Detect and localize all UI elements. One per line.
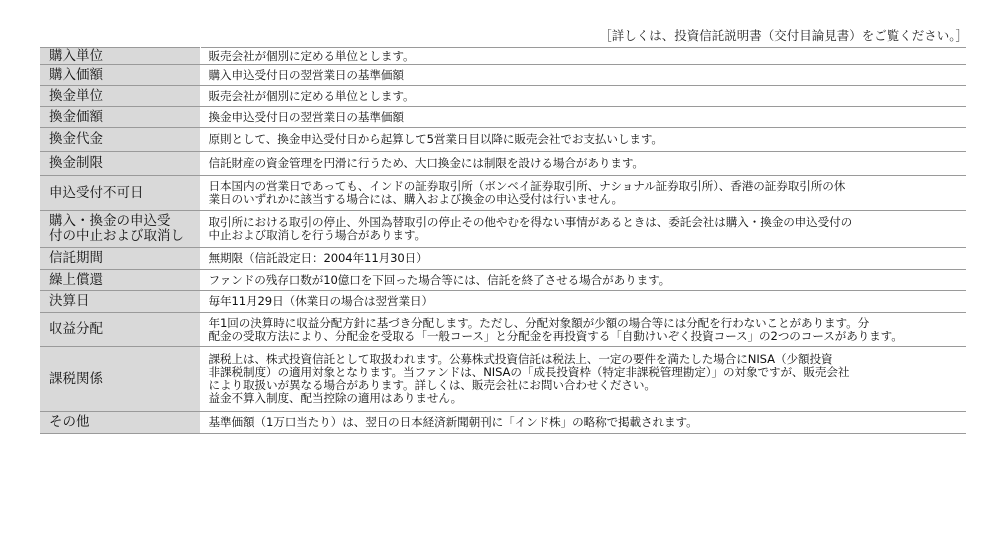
- row-value-line: 販売会社が個別に定める単位とします。: [208, 48, 415, 63]
- row-value: [200, 270, 966, 291]
- row-label-line: 換金制限: [49, 155, 103, 171]
- row-label: [40, 211, 200, 248]
- row-label-line: 決算日: [49, 293, 90, 309]
- row-value: [200, 291, 966, 313]
- row-value-line: 無期限（信託設定日：2004年11月30日）: [208, 251, 428, 265]
- row-label: [40, 86, 200, 107]
- table-row: [40, 48, 966, 65]
- row-label: [40, 248, 200, 270]
- row-value: [200, 152, 966, 176]
- row-label-line: 申込受付不可日: [49, 184, 144, 201]
- row-label-line: 課税関係: [49, 370, 103, 387]
- row-label-line: 換金価額: [49, 108, 103, 125]
- row-value-line: 基準価額（1万口当たり）は、翌日の日本経済新聞朝刊に「インド株」の略称で掲載されます。: [208, 415, 698, 429]
- row-label: [40, 176, 200, 211]
- row-label-line: 購入単位: [49, 47, 103, 64]
- table-row: [40, 347, 966, 412]
- reference-note: ［詳しくは、投資信託説明書（交付目論見書）をご覧ください。］: [599, 28, 968, 43]
- row-label: [40, 65, 200, 86]
- table-row: [40, 176, 966, 211]
- row-value-line: 益金不算入制度、配当控除の適用はありません。: [208, 391, 463, 405]
- table-row: [40, 248, 966, 270]
- row-value-line: 配金の受取方法により、分配金を受取る「一般コース」と分配金を再投資する「自動けいぞく投資コース」の2つのコースがあります。: [208, 328, 903, 343]
- table-row: [40, 65, 966, 86]
- row-value-line: 取引所における取引の停止、外国為替取引の停止その他やむを得ない事情があるときは、委託会社は購入・換金の申込受付の: [208, 215, 853, 229]
- row-label: [40, 347, 200, 412]
- row-value-line: 日本国内の営業日であっても、インドの証券取引所（ボンベイ証券取引所、ナショナル証券取引所）、香港の証券取引所の休: [208, 179, 846, 193]
- row-value: [200, 107, 966, 128]
- row-value-line: 業日のいずれかに該当する場合には、購入および換金の申込受付は行いません。: [208, 192, 623, 206]
- fund-terms-body: [40, 48, 966, 434]
- row-label: [40, 412, 200, 434]
- row-value: [200, 248, 966, 270]
- table-row: [40, 107, 966, 128]
- row-value-line: 信託財産の資金管理を円滑に行うため、大口換金には制限を設ける場合があります。: [208, 156, 644, 170]
- table-row: [40, 211, 966, 248]
- row-value: [200, 86, 966, 107]
- row-label-line: 信託期間: [49, 250, 103, 266]
- table-row: [40, 412, 966, 434]
- row-label: [40, 270, 200, 291]
- row-label-line: その他: [49, 414, 90, 430]
- row-value: [200, 176, 966, 211]
- row-value-line: 販売会社が個別に定める単位とします。: [208, 88, 415, 103]
- table-row: [40, 86, 966, 107]
- table-row: [40, 152, 966, 176]
- row-value: [200, 313, 966, 347]
- row-label: [40, 128, 200, 152]
- row-value-line: 課税上は、株式投資信託として取扱われます。公募株式投資信託は税法上、一定の要件を満たした場合にNISA（少額投資: [208, 352, 833, 366]
- table-row: [40, 270, 966, 291]
- row-label-line: 換金単位: [49, 87, 103, 104]
- row-value-line: ファンドの残存口数が10億口を下回った場合等には、信託を終了させる場合があります。: [208, 272, 671, 287]
- row-value-line: 非課税制度）の適用対象となります。当ファンドは、NISAの「成長投資枠（特定非課税管理勘定）」の対象ですが、販売会社: [208, 365, 850, 379]
- row-value: [200, 211, 966, 248]
- row-value: [200, 48, 966, 65]
- row-label: [40, 48, 200, 65]
- row-value-line: 毎年11月29日（休業日の場合は翌営業日）: [208, 294, 434, 308]
- row-value: [200, 128, 966, 152]
- table-row: [40, 313, 966, 347]
- fund-terms-table: [40, 47, 966, 434]
- row-value-line: 原則として、換金申込受付日から起算して5営業日目以降に販売会社でお支払いします。: [208, 132, 663, 146]
- row-label: [40, 291, 200, 313]
- table-row: [40, 291, 966, 313]
- row-label-line: 付の中止および取消し: [49, 228, 184, 244]
- row-value-line: 中止および取消しを行う場合があります。: [208, 228, 426, 242]
- row-label-line: 購入・換金の申込受: [49, 213, 171, 229]
- row-value-line: 年1回の決算時に収益分配方針に基づき分配します。ただし、分配対象額が少額の場合等には分配を行わないことがあります。分: [208, 315, 870, 330]
- row-value: [200, 347, 966, 412]
- row-value-line: により取扱いが異なる場合があります。詳しくは、販売会社にお問い合わせください。: [208, 378, 656, 392]
- row-label: [40, 152, 200, 176]
- row-value: [200, 65, 966, 86]
- row-label-line: 換金代金: [49, 131, 103, 147]
- row-label-line: 購入価額: [49, 66, 103, 83]
- row-label: [40, 107, 200, 128]
- row-value: [200, 412, 966, 434]
- row-label: [40, 313, 200, 347]
- row-value-line: 購入申込受付日の翌営業日の基準価額: [208, 67, 404, 82]
- row-label-line: 収益分配: [49, 321, 103, 337]
- row-value-line: 換金申込受付日の翌営業日の基準価額: [208, 109, 404, 124]
- table-row: [40, 128, 966, 152]
- row-label-line: 繰上償還: [49, 271, 103, 288]
